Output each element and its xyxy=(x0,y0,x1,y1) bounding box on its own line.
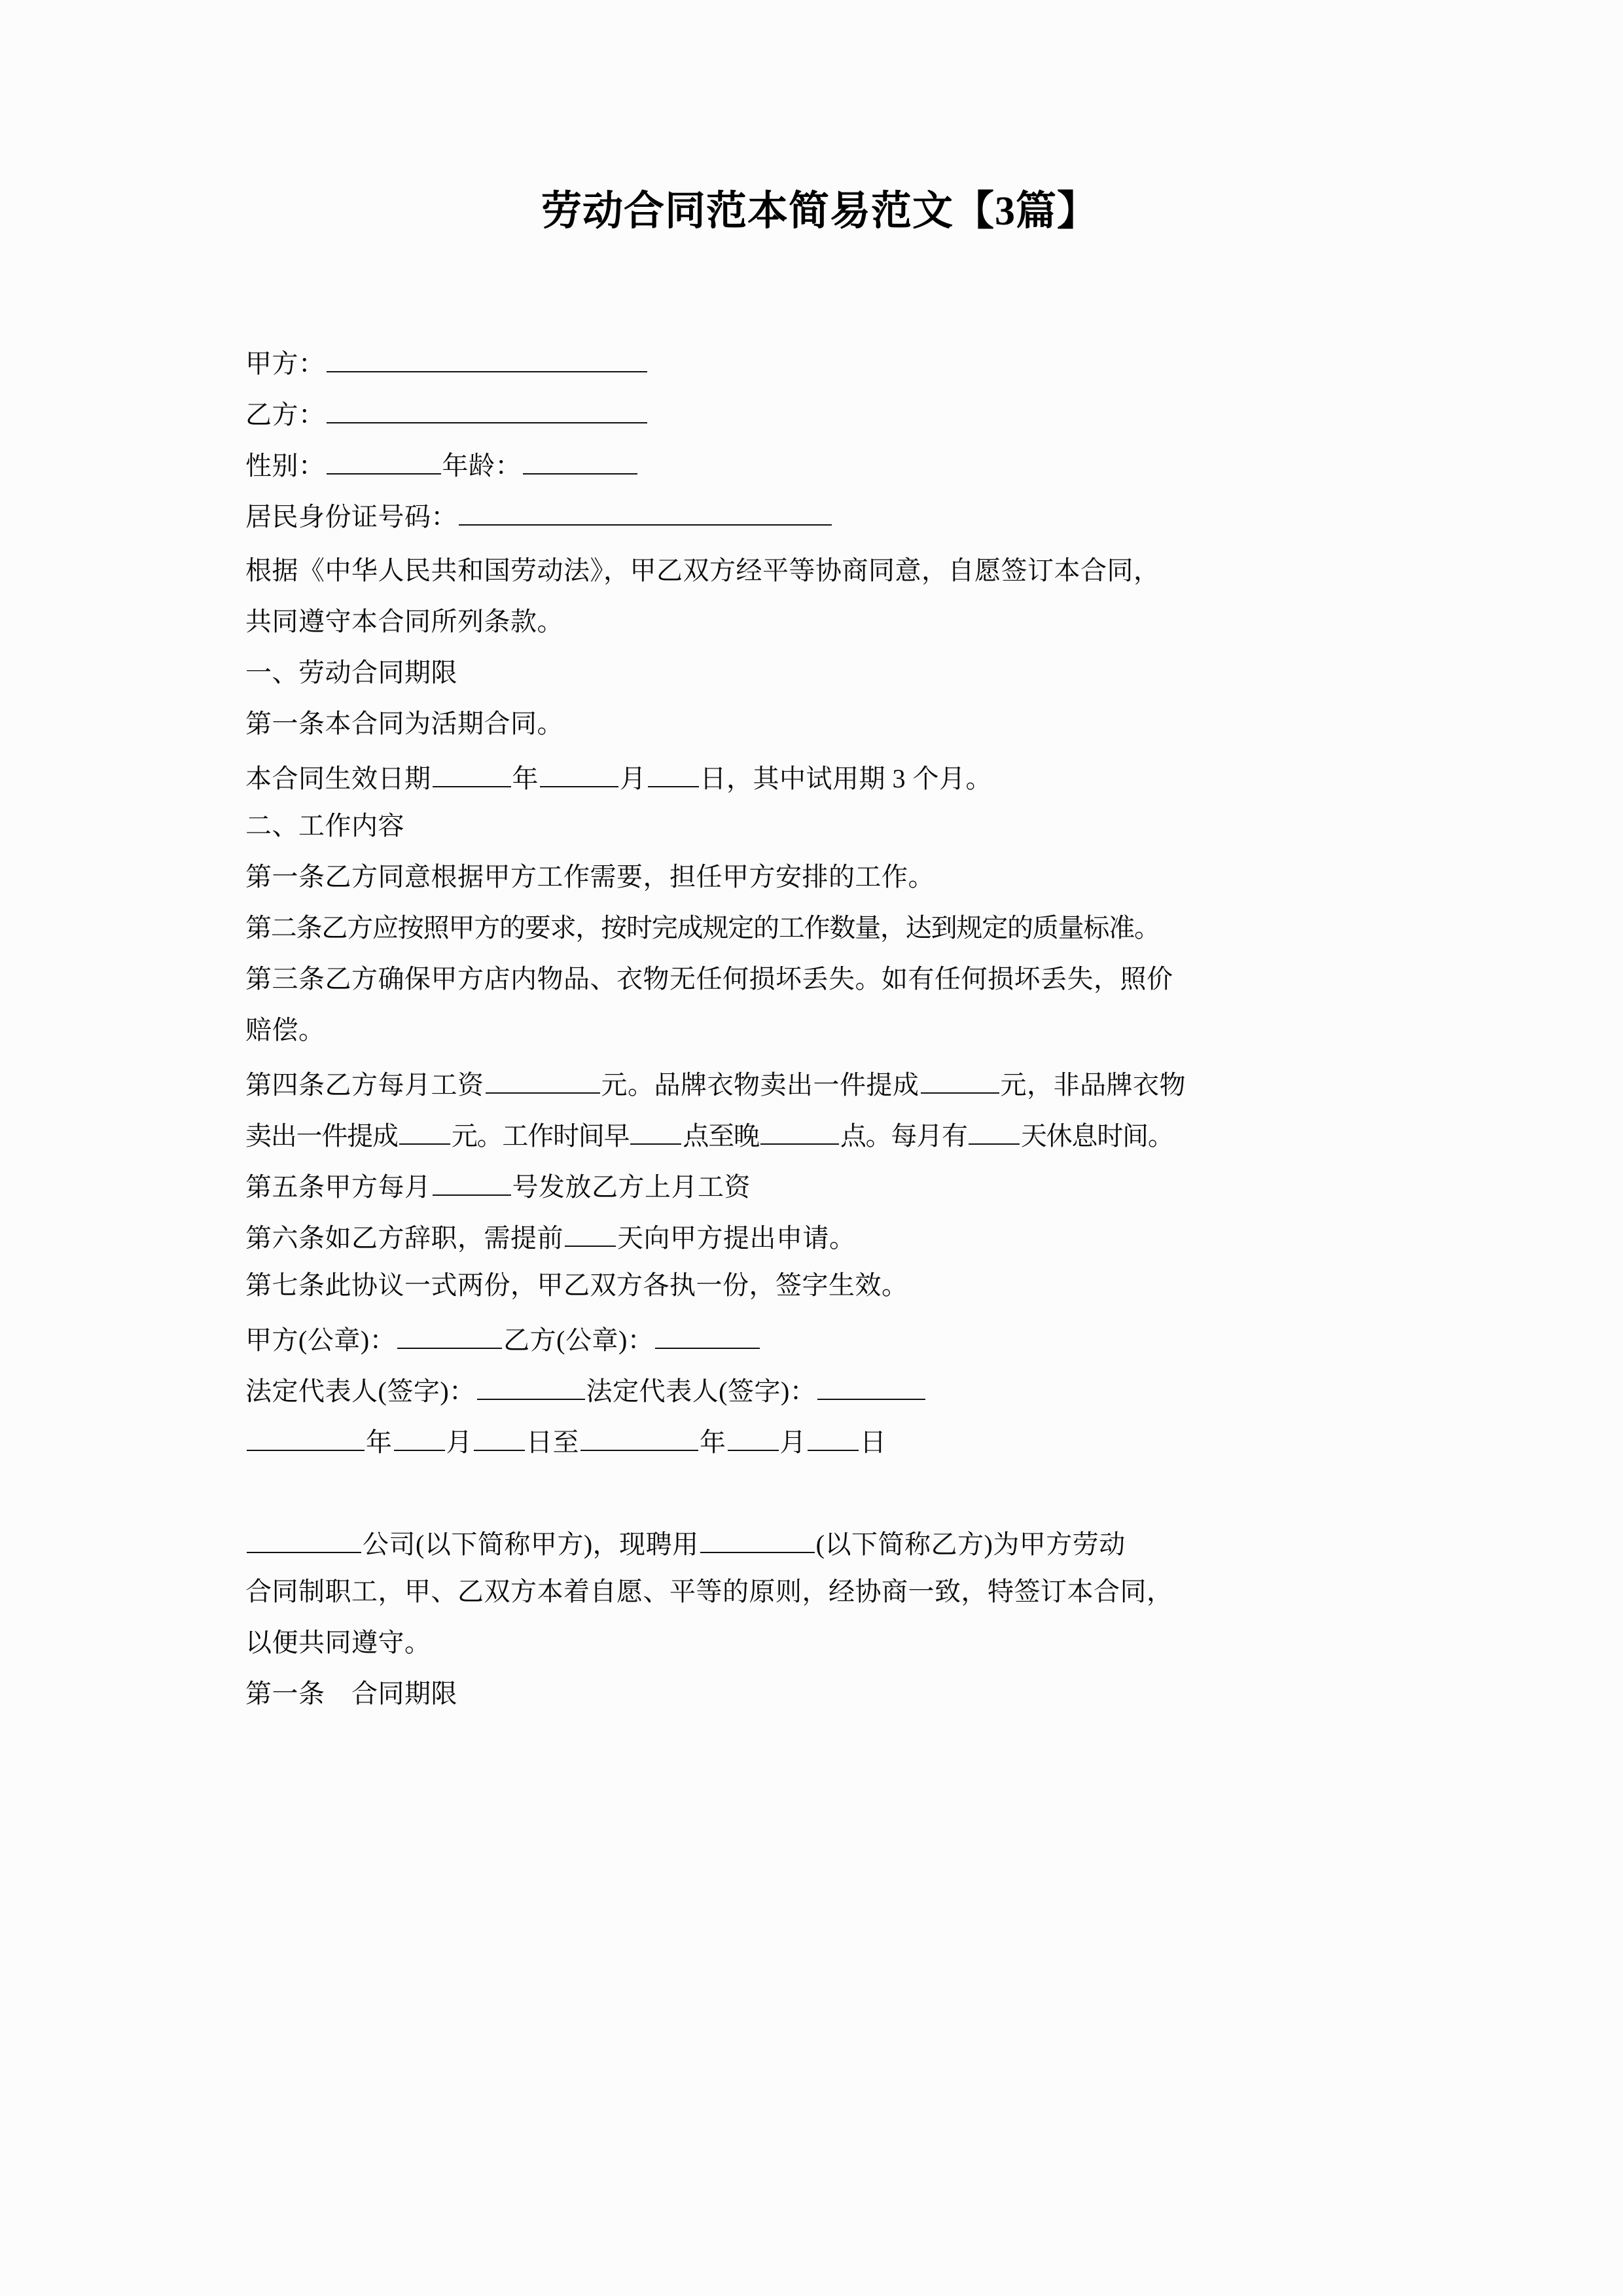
article-2-1: 第一条乙方同意根据甲方工作需要，担任甲方安排的工作。 xyxy=(245,862,935,891)
date-start-month-label: 月 xyxy=(446,1427,473,1457)
article-1-1: 第一条本合同为活期合同。 xyxy=(245,709,563,738)
article-2-2: 第二条乙方应按照甲方的要求，按时完成规定的工作数量，达到规定的质量标准。 xyxy=(245,913,1160,942)
article-2-3-line-2: 赔偿。 xyxy=(245,1015,325,1045)
article-5-payday-blank[interactable] xyxy=(433,1170,511,1196)
heading-section-two: 二、工作内容 xyxy=(245,811,404,840)
article-4-part-d: 卖出一件提成 xyxy=(245,1121,398,1151)
seal-b-label: 乙方(公章)： xyxy=(503,1325,654,1355)
article-4-nonbrand-commission-blank[interactable] xyxy=(399,1119,450,1145)
article-4-part-a: 第四条乙方每月工资 xyxy=(245,1069,484,1100)
effective-month-blank[interactable] xyxy=(540,762,618,787)
article-7-line: 第七条此协议一式两份，甲乙双方各执一份，签字生效。 xyxy=(245,1270,908,1300)
preamble-line-2: 共同遵守本合同所列条款。 xyxy=(245,607,563,636)
article-5-part-b: 号发放乙方上月工资 xyxy=(512,1172,751,1202)
field-gender-label: 性别： xyxy=(245,450,325,480)
article-4-salary-blank[interactable] xyxy=(486,1068,600,1094)
field-party-b-blank[interactable] xyxy=(327,398,647,423)
field-party-a xyxy=(245,347,649,377)
contract-two-employee-blank[interactable] xyxy=(700,1528,815,1553)
field-party-a-blank[interactable] xyxy=(327,347,647,372)
field-id-number xyxy=(245,500,833,530)
effective-year-blank[interactable] xyxy=(433,762,511,787)
effective-date-line xyxy=(245,762,992,792)
article-4-rest-days-blank[interactable] xyxy=(969,1119,1020,1145)
date-end-year-blank[interactable] xyxy=(580,1426,698,1451)
contract-two-intro-part-a: 公司(以下简称甲方)，现聘用 xyxy=(363,1529,699,1559)
article-4-line-2 xyxy=(245,1119,1173,1149)
date-start-day-blank[interactable] xyxy=(474,1426,525,1451)
date-start-day-label: 日至 xyxy=(526,1427,579,1457)
article-6-line xyxy=(245,1221,856,1251)
article-4-part-c: 元，非品牌衣物 xyxy=(1000,1069,1186,1100)
page-title: 劳动合同范本简易范文【3篇】 xyxy=(541,189,1098,234)
date-start-year-blank[interactable] xyxy=(247,1426,365,1451)
contract-date-range-line xyxy=(245,1426,887,1456)
article-4-part-e: 元。工作时间早 xyxy=(451,1121,630,1151)
contract-two-article-1-heading: 第一条 合同期限 xyxy=(245,1679,457,1708)
contract-two-intro-line-1 xyxy=(245,1528,1126,1558)
legal-rep-line xyxy=(245,1374,927,1405)
field-party-b xyxy=(245,398,649,428)
date-end-year-label: 年 xyxy=(700,1427,726,1457)
article-4-part-b: 元。品牌衣物卖出一件提成 xyxy=(601,1069,919,1100)
legal-rep-b-label: 法定代表人(签字)： xyxy=(586,1376,817,1406)
field-party-b-label: 乙方： xyxy=(245,399,325,429)
seal-a-blank[interactable] xyxy=(397,1323,502,1349)
article-4-part-f: 点至晚 xyxy=(683,1121,759,1151)
article-6-notice-days-blank[interactable] xyxy=(565,1221,616,1247)
seal-line xyxy=(245,1323,761,1354)
effective-date-prefix: 本合同生效日期 xyxy=(245,763,431,793)
article-5-line xyxy=(245,1170,751,1200)
article-4-brand-commission-blank[interactable] xyxy=(921,1068,999,1094)
article-6-part-b: 天向甲方提出申请。 xyxy=(617,1223,856,1253)
effective-year-label: 年 xyxy=(512,763,539,793)
heading-section-one: 一、劳动合同期限 xyxy=(245,658,457,687)
contract-two-company-blank[interactable] xyxy=(247,1528,361,1553)
contract-two-intro-part-b: (以下简称乙方)为甲方劳动 xyxy=(815,1529,1126,1559)
field-id-blank[interactable] xyxy=(459,500,832,526)
field-gender-age xyxy=(245,449,639,479)
article-4-start-hour-blank[interactable] xyxy=(630,1119,681,1145)
field-id-label: 居民身份证号码： xyxy=(245,501,457,531)
date-end-day-label: 日 xyxy=(860,1427,887,1457)
article-4-part-g: 点。每月有 xyxy=(840,1121,967,1151)
date-start-month-blank[interactable] xyxy=(394,1426,445,1451)
effective-day-blank[interactable] xyxy=(648,762,699,787)
article-5-part-a: 第五条甲方每月 xyxy=(245,1172,431,1202)
article-4-part-h: 天休息时间。 xyxy=(1020,1121,1173,1151)
date-start-year-label: 年 xyxy=(366,1427,393,1457)
legal-rep-a-label: 法定代表人(签字)： xyxy=(245,1376,476,1406)
legal-rep-b-blank[interactable] xyxy=(817,1374,925,1400)
seal-a-label: 甲方(公章)： xyxy=(245,1325,397,1355)
effective-month-label: 月 xyxy=(620,763,647,793)
field-age-blank[interactable] xyxy=(523,449,637,475)
date-end-day-blank[interactable] xyxy=(808,1426,859,1451)
contract-two-intro-line-2: 合同制职工，甲、乙双方本着自愿、平等的原则，经协商一致，特签订本合同， xyxy=(245,1577,1173,1606)
field-age-label: 年龄： xyxy=(442,450,522,480)
effective-day-label: 日，其中试用期 3 个月。 xyxy=(700,763,992,793)
date-end-month-label: 月 xyxy=(779,1427,806,1457)
date-end-month-blank[interactable] xyxy=(728,1426,779,1451)
preamble-line-1: 根据《中华人民共和国劳动法》，甲乙双方经平等协商同意，自愿签订本合同， xyxy=(245,556,1160,585)
field-gender-blank[interactable] xyxy=(327,449,441,475)
article-6-part-a: 第六条如乙方辞职，需提前 xyxy=(245,1223,563,1253)
legal-rep-a-blank[interactable] xyxy=(477,1374,585,1400)
contract-two-intro-line-3: 以便共同遵守。 xyxy=(245,1628,431,1657)
field-party-a-label: 甲方： xyxy=(245,348,325,378)
article-2-3-line-1: 第三条乙方确保甲方店内物品、衣物无任何损坏丢失。如有任何损坏丢失，照价 xyxy=(245,964,1173,994)
seal-b-blank[interactable] xyxy=(655,1323,760,1349)
article-4-end-hour-blank[interactable] xyxy=(760,1119,839,1145)
article-4-line-1 xyxy=(245,1068,1186,1098)
